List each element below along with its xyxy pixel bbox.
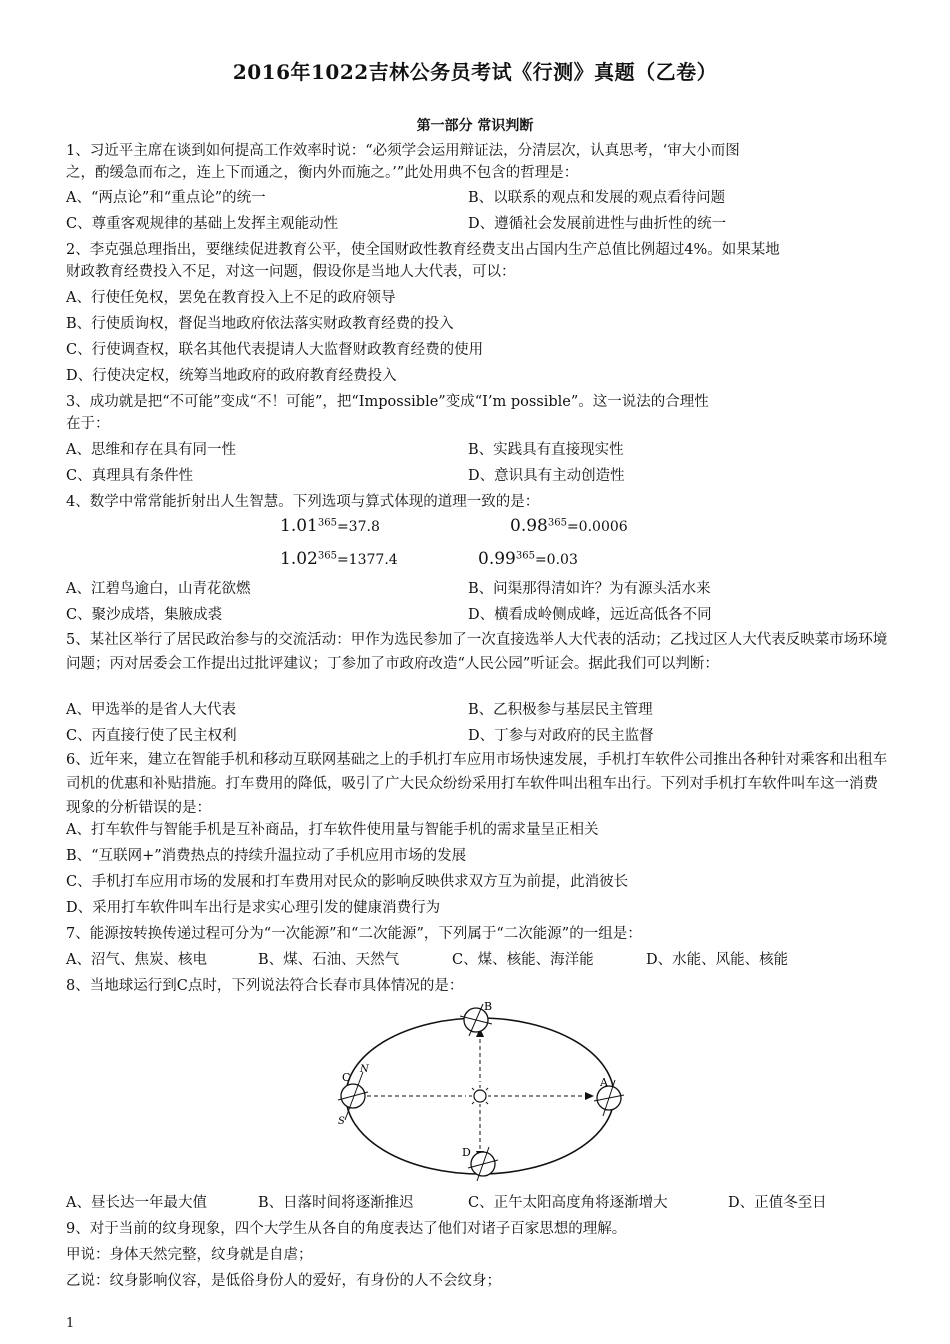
q3-stem-line2: 在于： bbox=[66, 416, 110, 432]
q6-option-a: A、打车软件与智能手机是互补商品，打车软件使用量与智能手机的需求量呈正相关 bbox=[66, 822, 599, 838]
q8-stem: 8、当地球运行到C点时，下列说法符合长春市具体情况的是： bbox=[66, 978, 464, 994]
q4-formula-3: $1.02^{365}=1377.4$ bbox=[280, 549, 398, 569]
q1-option-d: D、遵循社会发展前进性与曲折性的统一 bbox=[468, 216, 727, 232]
q5-option-b: B、乙积极参与基层民主管理 bbox=[468, 702, 653, 718]
label-c: C bbox=[342, 1071, 351, 1084]
q6-option-d: D、采用打车软件叫车出行是求实心理引发的健康消费行为 bbox=[66, 900, 441, 916]
q9-statement-yi: 乙说：纹身影响仪容，是低俗身份人的爱好，有身份的人不会纹身； bbox=[66, 1273, 501, 1289]
q4-option-c: C、聚沙成塔，集腋成裘 bbox=[66, 607, 223, 623]
label-s: S bbox=[338, 1116, 345, 1127]
q3-option-a: A、思维和存在具有同一性 bbox=[66, 442, 236, 458]
q8-option-c: C、正午太阳高度角将逐渐增大 bbox=[468, 1195, 668, 1211]
q8-option-b: B、日落时间将逐渐推迟 bbox=[258, 1195, 414, 1211]
earth-position-d bbox=[468, 1147, 498, 1181]
q4-formula-4: $0.99^{365}=0.03$ bbox=[478, 549, 578, 569]
earth-orbit-diagram bbox=[320, 998, 640, 1188]
q2-stem-line2: 财政教育经费投入不足，对这一问题，假设你是当地人大代表，可以： bbox=[66, 264, 516, 280]
q3-stem-line1: 3、成功就是把“不可能”变成“不！可能”，把“Impossible”变成“I’m possible”。这一说法的合理性 bbox=[66, 394, 709, 410]
q4-option-b: B、问渠那得清如许？为有源头活水来 bbox=[468, 581, 711, 597]
q8-option-a: A、昼长达一年最大值 bbox=[66, 1195, 207, 1211]
q8-option-d: D、正值冬至日 bbox=[728, 1195, 827, 1211]
q6-option-b: B、“互联网+”消费热点的持续升温拉动了手机应用市场的发展 bbox=[66, 848, 467, 864]
section-heading: 第一部分 常识判断 bbox=[416, 118, 534, 134]
label-d: D bbox=[462, 1146, 471, 1159]
q4-formula-1: $1.01^{365}=37.8$ bbox=[280, 516, 380, 536]
q1-stem-line1: 1、习近平主席在谈到如何提高工作效率时说：“必须学会运用辩证法，分清层次，认真思考，‘审大小而图 bbox=[66, 143, 740, 159]
q7-option-b: B、煤、石油、天然气 bbox=[258, 952, 400, 968]
arrow-right bbox=[585, 1092, 594, 1100]
q4-stem: 4、数学中常常能折射出人生智慧。下列选项与算式体现的道理一致的是： bbox=[66, 494, 540, 510]
q1-option-b: B、以联系的观点和发展的观点看待问题 bbox=[468, 190, 726, 206]
sun-icon bbox=[469, 1085, 491, 1107]
q4-option-a: A、江碧鸟逾白，山青花欲燃 bbox=[66, 581, 251, 597]
q3-option-c: C、真理具有条件性 bbox=[66, 468, 194, 484]
q7-option-c: C、煤、核能、海洋能 bbox=[452, 952, 594, 968]
earth-position-a bbox=[594, 1080, 624, 1116]
q2-option-d: D、行使决定权，统筹当地政府的政府教育经费投入 bbox=[66, 368, 397, 384]
q5-option-c: C、丙直接行使了民主权利 bbox=[66, 728, 237, 744]
label-n: N bbox=[360, 1064, 369, 1075]
q1-stem-line2: 之，酌缓急而布之，连上下而通之，衡内外而施之。’”此处用典不包含的哲理是： bbox=[66, 165, 579, 181]
q6-stem: 6、近年来，建立在智能手机和移动互联网基础之上的手机打车应用市场快速发展，手机打车软件公司推出各种针对乘客和出租车司机的优惠和补贴措施。打车费用的降低，吸引了广大民众纷纷采用打车软件叫出租车出行。下列对手机打车软件叫车这一消费现象的分析错误的是： bbox=[66, 752, 888, 816]
label-a: A bbox=[600, 1076, 608, 1089]
q3-option-d: D、意识具有主动创造性 bbox=[468, 468, 625, 484]
q7-option-d: D、水能、风能、核能 bbox=[646, 952, 789, 968]
q6-option-c: C、手机打车应用市场的发展和打车费用对民众的影响反映供求双方互为前提，此消彼长 bbox=[66, 874, 629, 890]
q2-stem-line1: 2、李克强总理指出，要继续促进教育公平，使全国财政性教育经费支出占国内生产总值比例超过4%。如果某地 bbox=[66, 242, 780, 258]
q5-option-d: D、丁参与对政府的民主监督 bbox=[468, 728, 654, 744]
q5-stem: 5、某社区举行了居民政治参与的交流活动：甲作为选民参加了一次直接选举人大代表的活动；乙找过区人大代表反映菜市场环境问题；丙对居委会工作提出过批评建议；丁参加了市政府改造“人民公园”听证会。据此我们可以判断： bbox=[66, 632, 888, 672]
q9-statement-jia: 甲说：身体天然完整，纹身就是自虐； bbox=[66, 1247, 313, 1263]
q3-option-b: B、实践具有直接现实性 bbox=[468, 442, 624, 458]
q2-option-c: C、行使调查权，联名其他代表提请人大监督财政教育经费的使用 bbox=[66, 342, 484, 358]
q1-option-c: C、尊重客观规律的基础上发挥主观能动性 bbox=[66, 216, 339, 232]
q4-option-d: D、横看成岭侧成峰，远近高低各不同 bbox=[468, 607, 712, 623]
label-b: B bbox=[484, 1000, 493, 1013]
document-title: 2016年1022吉林公务员考试《行测》真题（乙卷） bbox=[232, 60, 718, 84]
q4-formula-2: $0.98^{365}=0.0006$ bbox=[510, 516, 628, 536]
q5-option-a: A、甲选举的是省人大代表 bbox=[66, 702, 236, 718]
page-number: 1 bbox=[66, 1316, 75, 1331]
q9-stem: 9、对于当前的纹身现象，四个大学生从各自的角度表达了他们对诸子百家思想的理解。 bbox=[66, 1221, 627, 1237]
q2-option-a: A、行使任免权，罢免在教育投入上不足的政府领导 bbox=[66, 290, 396, 306]
q7-stem: 7、能源按转换传递过程可分为“一次能源”和“二次能源”，下列属于“二次能源”的一组是： bbox=[66, 926, 642, 942]
q2-option-b: B、行使质询权，督促当地政府依法落实财政教育经费的投入 bbox=[66, 316, 454, 332]
q1-option-a: A、“两点论”和“重点论”的统一 bbox=[66, 190, 266, 206]
q7-option-a: A、沼气、焦炭、核电 bbox=[66, 952, 207, 968]
